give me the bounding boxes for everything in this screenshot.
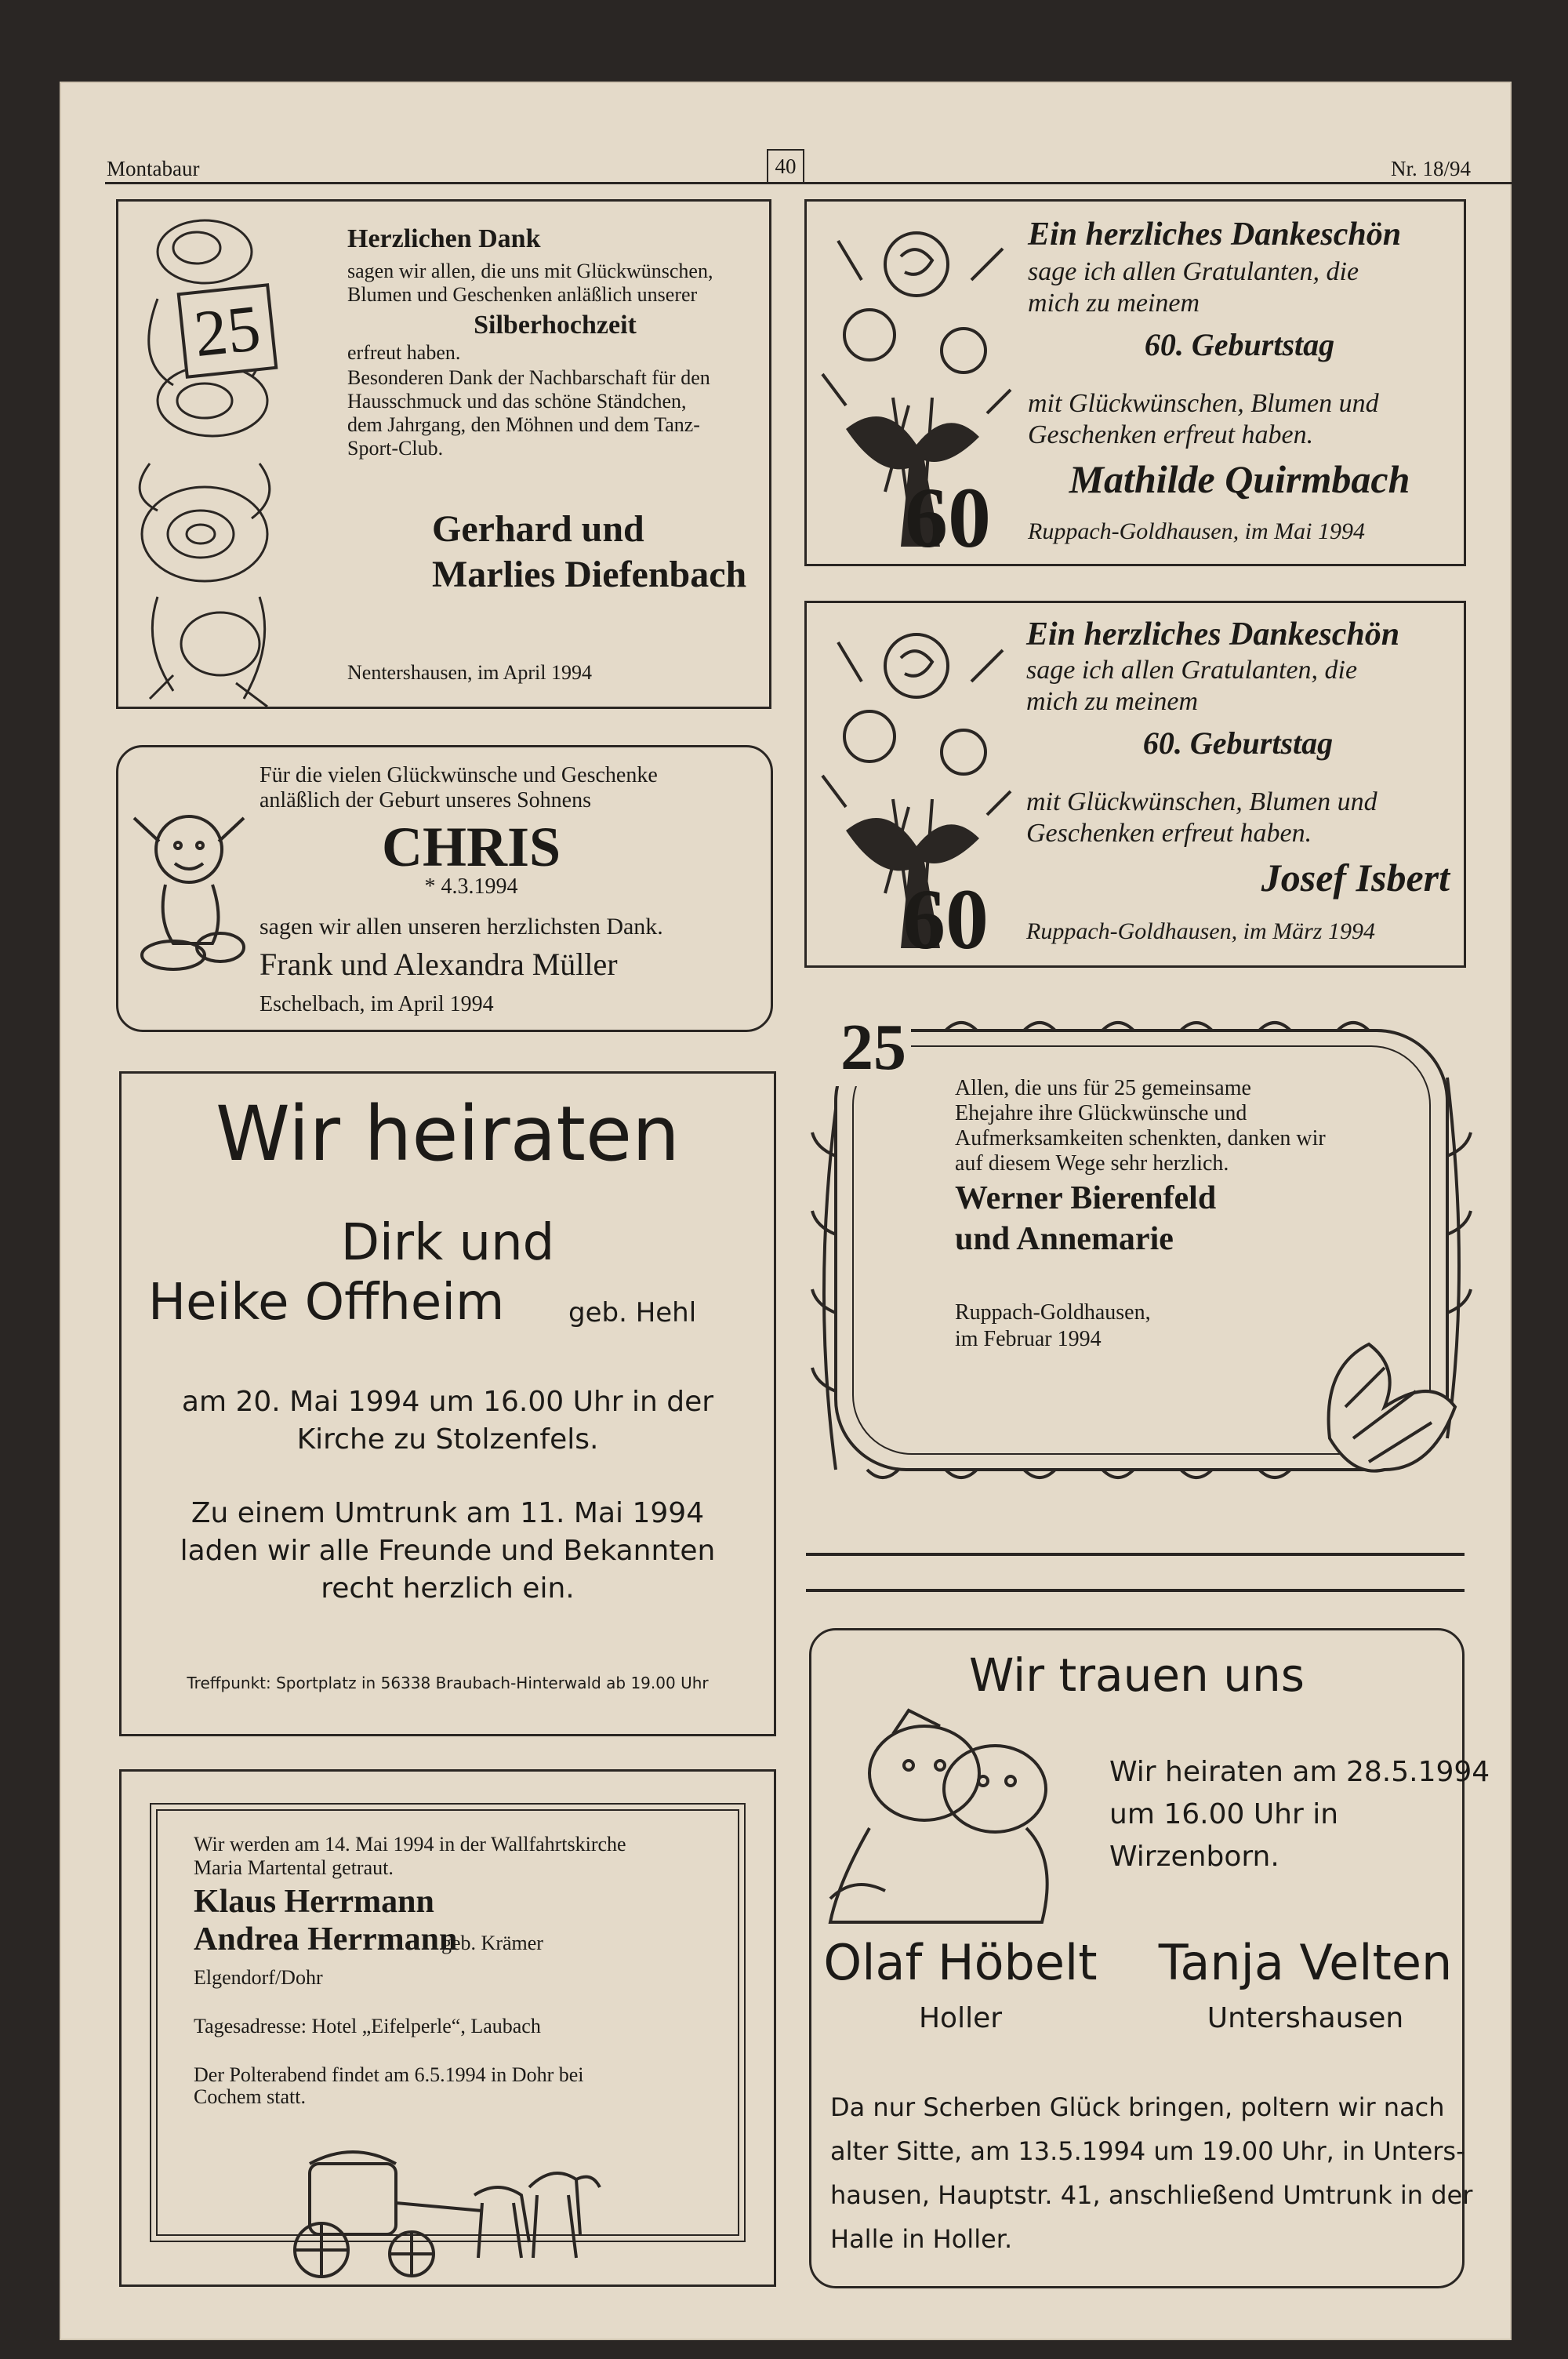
polter-note-4: Halle in Holler. <box>830 2224 1013 2254</box>
place-date: Eschelbach, im April 1994 <box>260 992 494 1016</box>
couple-name-2: Marlies Diefenbach <box>432 554 747 595</box>
wedding-info-1: Wir heiraten am 28.5.1994 <box>1109 1756 1490 1788</box>
ad-isbert <box>804 601 1466 968</box>
wedding-line-1: Wir werden am 14. Mai 1994 in der Wallfahrtskirche <box>194 1833 626 1856</box>
thanks-line-4: auf diesem Wege sehr herzlich. <box>955 1151 1229 1176</box>
groom-name: Olaf Höbelt <box>823 1934 1098 1991</box>
place-date: Ruppach-Goldhausen, im März 1994 <box>1026 918 1375 944</box>
groom-name: Klaus Herrmann <box>194 1884 434 1920</box>
bride-name: Tanja Velten <box>1158 1934 1453 1991</box>
thanks-line: sagen wir allen unseren herzlichsten Dank. <box>260 914 663 940</box>
thanks-line-1: Allen, die uns für 25 gemeinsame <box>955 1076 1251 1100</box>
ceremony-line-2: Kirche zu Stolzenfels. <box>296 1423 599 1456</box>
birth-date: * 4.3.1994 <box>424 874 518 899</box>
body-line-1: Besonderen Dank der Nachbarschaft für den <box>347 366 710 389</box>
place-date: Nentershausen, im April 1994 <box>347 661 592 684</box>
page-number: 40 <box>775 154 797 178</box>
birth-line-1: Für die vielen Glückwünsche und Geschenke <box>260 763 658 787</box>
header-rule <box>105 182 1512 184</box>
cuddling-couple-illustration <box>822 1703 1089 1938</box>
thanks-line-2: mich zu meinem <box>1028 289 1200 318</box>
name: Josef Isbert <box>1261 856 1450 900</box>
wedding-title: Wir trauen uns <box>969 1648 1305 1702</box>
couple-name-2: und Annemarie <box>955 1221 1174 1257</box>
thanks-line-3: Aufmerksamkeiten schenkten, danken wir <box>955 1126 1326 1150</box>
invite-line-2: laden wir alle Freunde und Bekannten <box>180 1535 716 1567</box>
column-separator-2 <box>806 1589 1465 1592</box>
horse-carriage-illustration <box>278 2140 608 2281</box>
number-60: 60 <box>902 871 989 967</box>
baby-illustration <box>126 802 252 975</box>
ad-chris <box>116 745 773 1032</box>
ad-herrmann <box>119 1769 776 2287</box>
thanks-title: Ein herzliches Dankeschön <box>1028 216 1402 253</box>
name: Mathilde Quirmbach <box>1069 457 1410 501</box>
thanks-line-4: Geschenken erfreut haben. <box>1028 420 1314 449</box>
thanks-line-2: mich zu meinem <box>1026 687 1199 716</box>
bride-town: Untershausen <box>1207 2002 1404 2034</box>
thanks-line-3: erfreut haben. <box>347 341 461 364</box>
place: Ruppach-Goldhausen, <box>955 1300 1151 1325</box>
ad-silberhochzeit <box>116 199 771 709</box>
flower-garland-illustration <box>126 205 283 707</box>
thanks-line-1: sage ich allen Gratulanten, die <box>1026 656 1358 685</box>
thanks-line-4: Geschenken erfreut haben. <box>1026 819 1312 848</box>
ceremony-line-1: am 20. Mai 1994 um 16.00 Uhr in der <box>181 1386 714 1418</box>
polter-note-1: Da nur Scherben Glück bringen, poltern wir nach <box>830 2092 1445 2122</box>
baby-name: CHRIS <box>381 816 561 878</box>
couple-name-1: Werner Bierenfeld <box>955 1180 1217 1216</box>
thanks-title: Ein herzliches Dankeschön <box>1026 616 1400 652</box>
body-line-3: dem Jahrgang, den Möhnen und dem Tanz- <box>347 413 700 436</box>
town: Elgendorf/Dohr <box>194 1966 323 1989</box>
wedding-line-2: Maria Martental getraut. <box>194 1856 394 1879</box>
body-line-2: Hausschmuck und das schöne Ständchen, <box>347 390 687 413</box>
wedding-info-2: um 16.00 Uhr in <box>1109 1798 1339 1830</box>
polter-line-2: Cochem statt. <box>194 2085 306 2108</box>
wedding-title: Wir heiraten <box>216 1090 680 1178</box>
meeting-point: Treffpunkt: Sportplatz in 56338 Braubach-Hinterwald ab 19.00 Uhr <box>187 1674 709 1692</box>
anniversary-number: 25 <box>191 291 264 372</box>
occasion: Silberhochzeit <box>474 311 637 340</box>
ad-bierenfeld <box>804 999 1479 1540</box>
occasion: 60. Geburtstag <box>1144 327 1335 362</box>
couple-name-1: Gerhard und <box>432 508 644 550</box>
couple-name-2: Heike Offheim <box>148 1274 505 1332</box>
thanks-line-1: sagen wir allen, die uns mit Glückwünschen, <box>347 260 713 282</box>
thanks-line-3: mit Glückwünschen, Blumen und <box>1028 389 1379 418</box>
birth-line-2: anläßlich der Geburt unseres Sohnens <box>260 788 591 812</box>
day-address: Tagesadresse: Hotel „Eifelperle“, Laubach <box>194 2015 541 2037</box>
invite-line-1: Zu einem Umtrunk am 11. Mai 1994 <box>191 1497 705 1529</box>
anniversary-number: 25 <box>836 1010 911 1086</box>
body-line-4: Sport-Club. <box>347 437 444 460</box>
place-date: Ruppach-Goldhausen, im Mai 1994 <box>1028 518 1365 544</box>
wedding-info-3: Wirzenborn. <box>1109 1841 1279 1873</box>
birth-name: geb. Hehl <box>568 1297 697 1329</box>
header-town: Montabaur <box>107 157 200 180</box>
parents-names: Frank und Alexandra Müller <box>260 947 618 982</box>
birth-name: geb. Krämer <box>441 1932 543 1954</box>
groom-town: Holler <box>918 2002 1003 2034</box>
thanks-line-3: mit Glückwünschen, Blumen und <box>1026 787 1377 816</box>
thanks-line-2: Blumen und Geschenken anläßlich unserer <box>347 283 698 306</box>
polter-note-2: alter Sitte, am 13.5.1994 um 19.00 Uhr, in Unters- <box>830 2136 1465 2166</box>
couple-name-1: Dirk und <box>340 1214 555 1272</box>
ad-hoebelt <box>809 1628 1490 2288</box>
number-60: 60 <box>905 470 991 565</box>
occasion: 60. Geburtstag <box>1142 725 1334 761</box>
newspaper-page <box>60 82 1512 2340</box>
thanks-title: Herzlichen Dank <box>347 224 541 253</box>
thanks-line-2: Ehejahre ihre Glückwünsche und <box>955 1101 1247 1125</box>
date: im Februar 1994 <box>955 1327 1102 1351</box>
header-issue: Nr. 18/94 <box>1390 157 1471 180</box>
column-separator-1 <box>806 1553 1465 1556</box>
polter-line-1: Der Polterabend findet am 6.5.1994 in Dohr bei <box>194 2063 584 2086</box>
invite-line-3: recht herzlich ein. <box>321 1572 575 1605</box>
thanks-line-1: sage ich allen Gratulanten, die <box>1028 257 1359 286</box>
bride-name: Andrea Herrmann <box>194 1921 458 1957</box>
polter-note-3: hausen, Hauptstr. 41, anschließend Umtrunk in der <box>830 2180 1473 2210</box>
ad-offheim <box>119 1071 776 1736</box>
ad-quirmbach <box>804 199 1466 566</box>
